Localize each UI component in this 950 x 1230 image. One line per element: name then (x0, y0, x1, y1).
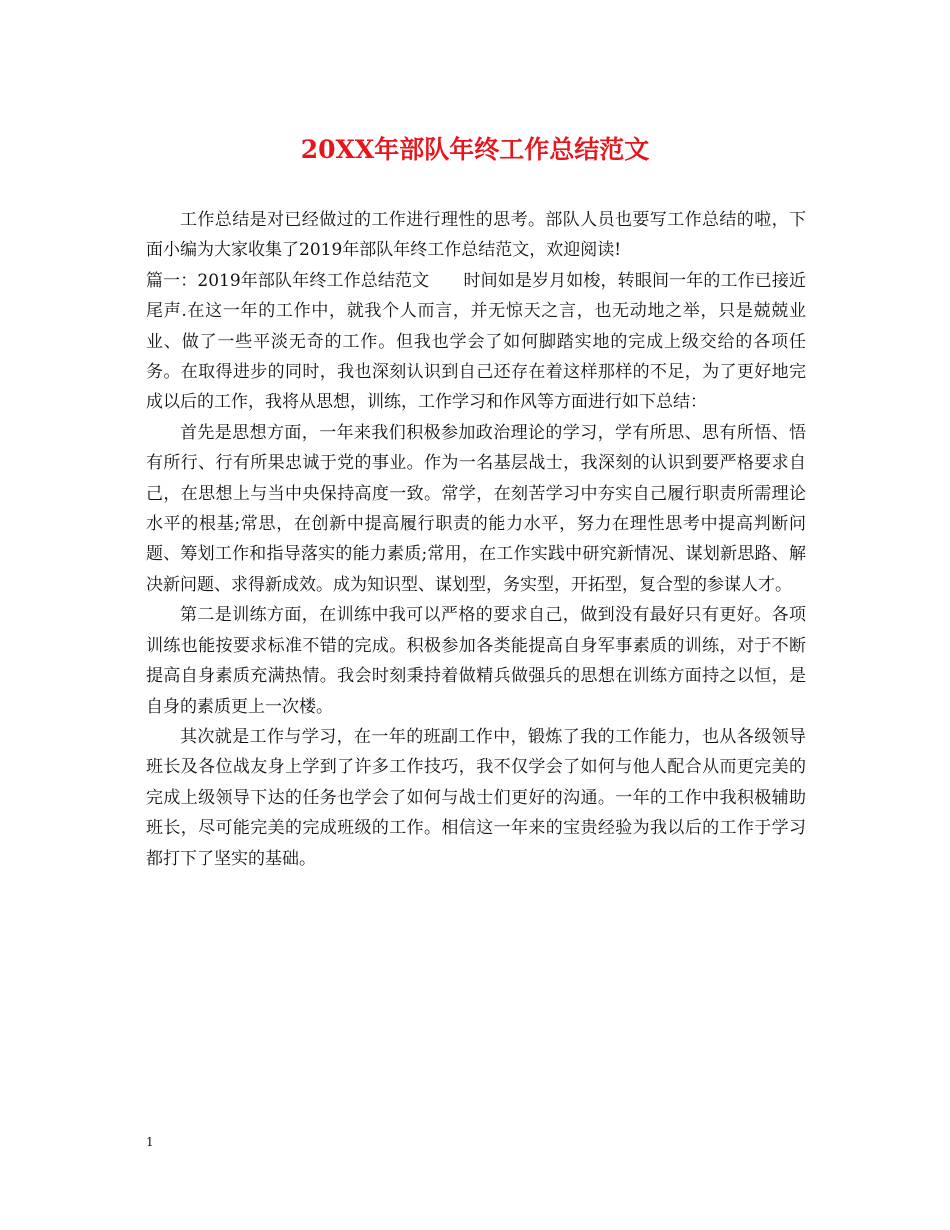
paragraph-part-one: 篇一：2019年部队年终工作总结范文 时间如是岁月如梭，转眼间一年的工作已接近尾声.在这一年的工作中，就我个人而言，并无惊天之言，也无动地之举，只是兢兢业业、做了一些平淡无奇的工作。但我也学会了如何脚踏实地的完成上级交给的各项任务。在取得进步的同时，我也深刻认识到自己还存在着这样那样的不足，为了更好地完成以后的工作，我将从思想，训练，工作学习和作风等方面进行如下总结： (146, 270, 806, 413)
paragraph-training: 第二是训练方面，在训练中我可以严格的要求自己，做到没有最好只有更好。各项训练也能按要求标准不错的完成。积极参加各类能提高自身军事素质的训练，对于不断提高自身素质充满热情。我会时刻秉持着做精兵做强兵的思想在训练方面持之以恒，是自身的素质更上一次楼。 (146, 605, 806, 717)
paragraph-work-study: 其次就是工作与学习，在一年的班副工作中，锻炼了我的工作能力，也从各级领导班长及各位战友身上学到了许多工作技巧，我不仅学会了如何与他人配合从而更完美的完成上级领导下达的任务也学会了如何与战士们更好的沟通。一年的工作中我积极辅助班长，尽可能完美的完成班级的工作。相信这一年来的宝贵经验为我以后的工作于学习都打下了坚实的基础。 (146, 726, 806, 869)
document-title: 20XX年部队年终工作总结范文 (300, 135, 650, 164)
paragraph-intro: 工作总结是对已经做过的工作进行理性的思考。部队人员也要写工作总结的啦，下面小编为大家收集了2019年部队年终工作总结范文，欢迎阅读! (146, 210, 806, 261)
paragraph-thought: 首先是思想方面，一年来我们积极参加政治理论的学习，学有所思、思有所悟、悟有所行、行有所果忠诚于党的事业。作为一名基层战士，我深刻的认识到要严格要求自己，在思想上与当中央保持高度一致。常学，在刻苦学习中夯实自己履行职责所需理论水平的根基;常思，在创新中提高履行职责的能力水平，努力在理性思考中提高判断问题、筹划工作和指导落实的能力素质;常用，在工作实践中研究新情况、谋划新思路、解决新问题、求得新成效。成为知识型、谋划型，务实型，开拓型，复合型的参谋人才。 (146, 422, 806, 595)
document-body (146, 205, 806, 874)
page-number: 1 (146, 1135, 154, 1149)
